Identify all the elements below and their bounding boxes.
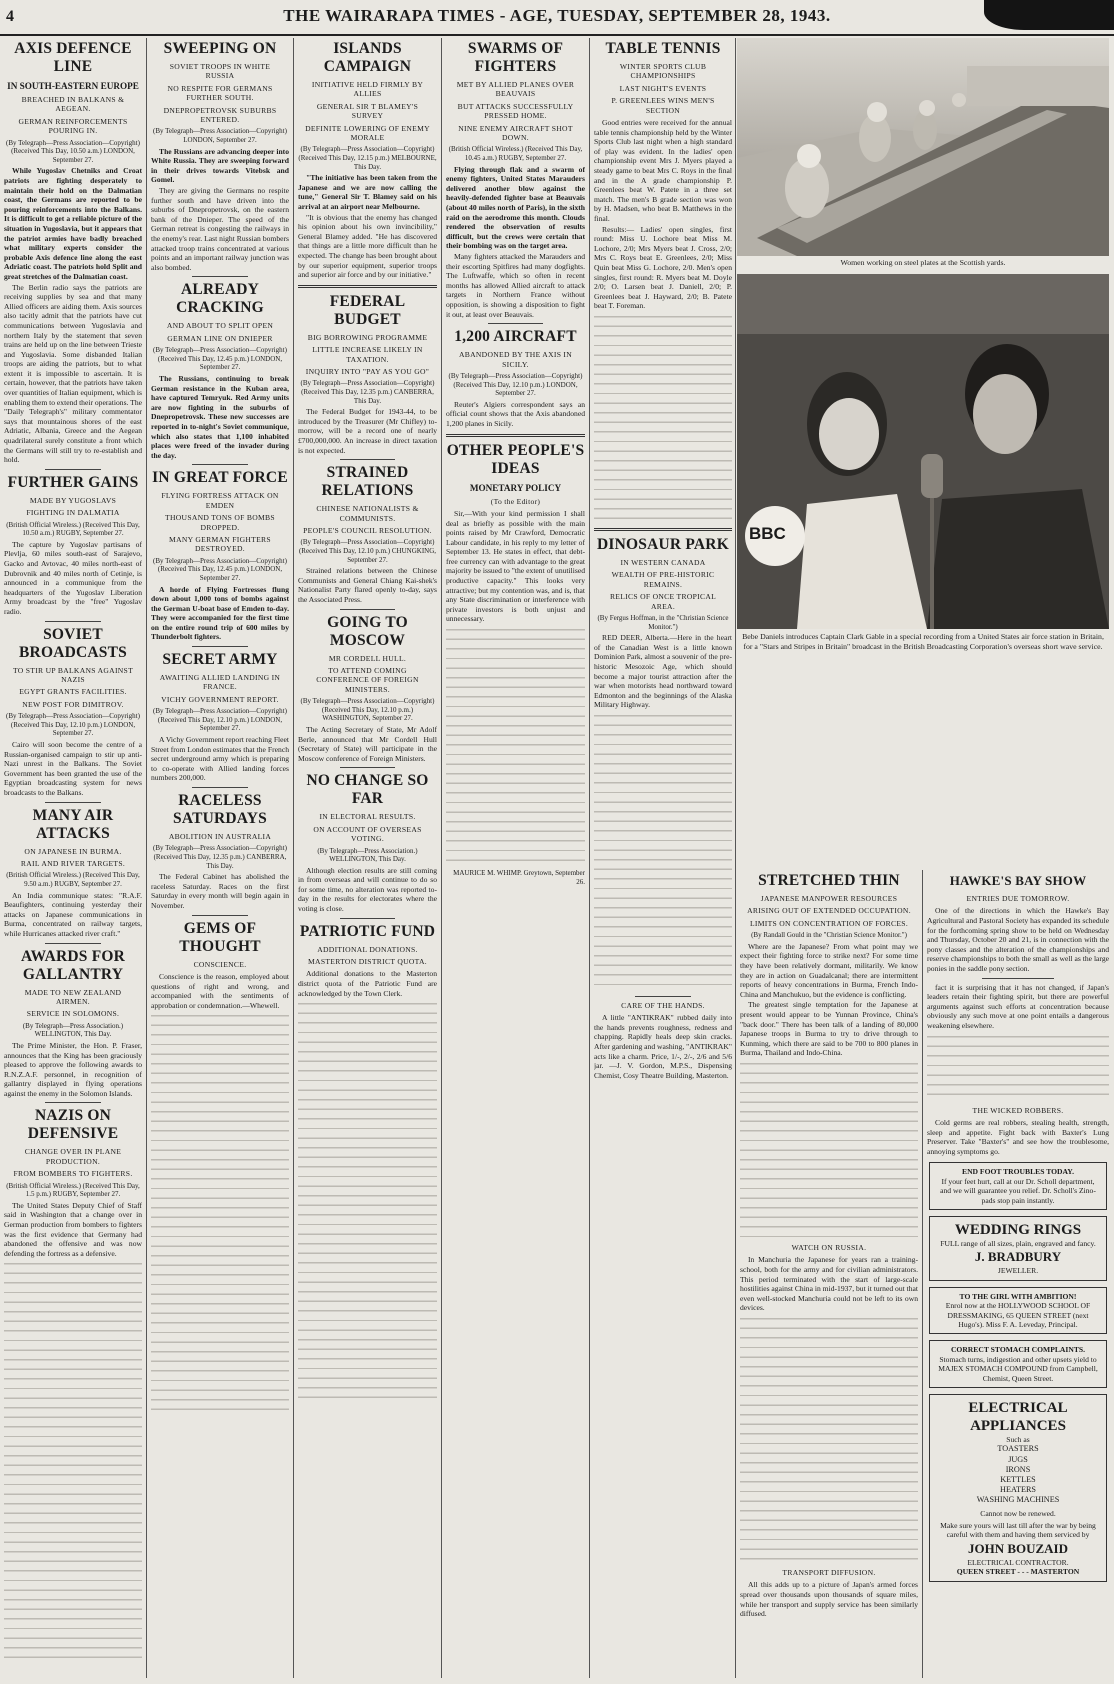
column-rule	[146, 38, 147, 1678]
headline: SWEEPING ON	[163, 40, 277, 57]
article-body: All this adds up to a picture of Japan's armed forces spread over thousands upon thousands of square miles, while her transport and supply service has been similarly diffused.	[740, 1580, 918, 1619]
advert-role: JEWELLER.	[997, 1266, 1039, 1276]
deck: BUT ATTACKS SUCCESSFULLY PRESSED HOME.	[457, 101, 574, 121]
deck: WINTER SPORTS CLUB CHAMPIONSHIPS	[619, 62, 707, 81]
headline: ISLANDS CAMPAIGN	[323, 40, 412, 75]
appliance-item: HEATERS	[1000, 1485, 1036, 1495]
deck: ADDITIONAL DONATIONS.	[317, 944, 418, 954]
article-body: The Prime Minister, the Hon. P. Fraser, announces that the King has been graciously pleased to approve the following awards to R.N.Z.A.F. personnel, in recognition of gallantry displayed in flying operations against the enemy in the Solomon Islands.	[4, 1040, 142, 1098]
deck: RELICS OF ONCE TROPICAL AREA.	[609, 592, 717, 611]
photo-caption: Bebe Daniels introduces Captain Clark Gable in a special recording from a United States air force station in Britain, for a "Stars and Stripes in Britain" broadcast in the British Broadcasting Corporation's overseas short wave service.	[742, 632, 1104, 651]
advert-wedding-rings	[929, 1216, 1107, 1281]
appliance-item: KETTLES	[1000, 1475, 1036, 1485]
dateline: (By Telegraph—Press Association.) WELLINGTON, This Day.	[317, 846, 418, 864]
headline: 1,200 AIRCRAFT	[454, 328, 577, 346]
text-continuation	[740, 1315, 918, 1565]
article-body: Strained relations between the Chinese Communists and General Chiang Kai-shek's Nationalist Party flared openly to-day, says the Associated Press.	[298, 566, 437, 604]
advert-note: Cannot now be renewed.	[980, 1508, 1056, 1518]
headline: HAWKE'S BAY SHOW	[949, 873, 1087, 888]
advert-electrical	[929, 1394, 1107, 1582]
headline: MANY AIR ATTACKS	[32, 806, 114, 842]
column-3	[298, 38, 437, 1678]
deck: MADE BY YUGOSLAVS	[29, 495, 117, 505]
separator	[982, 978, 1055, 979]
text-continuation	[446, 626, 585, 866]
column-4	[446, 38, 585, 1678]
article-body: Additional donations to the Masterton district quota of the Patriotic Fund are acknowledged by the Town Clerk.	[298, 969, 437, 998]
separator	[45, 1102, 100, 1103]
article-body: Sir,—With your kind permission I shall deal as briefly as possible with the main points raised by Mr Crawford, Democratic Labour candidate, in his reply to my letter of September 13. He states in effect, that debt-free currency can with advantage to the great majority be issued to "the extent of unutilised productive capacity." This looks very attractive; but my contention was, and is, that any State discrimination or interference with private investors is both unjust and unnecessary.	[446, 508, 585, 624]
deck: ABOLITION IN AUSTRALIA	[168, 832, 272, 842]
text-continuation	[927, 1033, 1109, 1103]
deck: SOVIET TROOPS IN WHITE RUSSIA	[169, 62, 271, 81]
deck: GENERAL SIR T BLAMEY'S SURVEY	[316, 101, 419, 121]
deck: BREACHED IN BALKANS & AEGEAN.	[21, 95, 125, 114]
deck: MR CORDELL HULL.	[328, 653, 407, 663]
subhead: WATCH ON RUSSIA.	[791, 1242, 867, 1252]
headline: OTHER PEOPLE'S IDEAS	[446, 441, 585, 477]
text-continuation	[594, 712, 732, 992]
headline: NAZIS ON DEFENSIVE	[27, 1107, 119, 1143]
subhead: TRANSPORT DIFFUSION.	[782, 1567, 876, 1577]
deck: ABANDONED BY THE AXIS IN SICILY.	[458, 350, 573, 369]
article-body: They are giving the Germans no respite further south and have driven into the suburbs of Dnepropetrovsk, on the eastern bank of the Dnieper. The speed of the German retreat is congesting the railways in the enemy's rear. Last night Russian bombers attacked troop trains concentrated at various points and an important railway junction was also bombed.	[151, 186, 289, 272]
headline: SECRET ARMY	[162, 651, 278, 669]
advert-title: CORRECT STOMACH COMPLAINTS.	[950, 1345, 1086, 1355]
deck: FROM BOMBERS TO FIGHTERS.	[13, 1169, 133, 1179]
headline: ALREADY CRACKING	[176, 281, 264, 317]
text-continuation	[298, 1000, 437, 1400]
dateline: (British Official Wireless.) (Received This Day, 9.50 a.m.) RUGBY, September 27.	[6, 871, 140, 888]
deck: INQUIRY INTO "PAY AS YOU GO"	[305, 366, 430, 376]
column-rule	[922, 870, 923, 1678]
photo-steel-workers	[737, 38, 1109, 256]
column-1	[4, 38, 142, 1678]
appliance-item: JUGS	[1008, 1454, 1028, 1464]
article-body: The Federal Cabinet has abolished the raceless Saturday. Races on the first Saturday in every month will begin again in November.	[151, 872, 289, 910]
advert-stomach	[929, 1340, 1107, 1388]
dateline: (By Randall Gould in the "Christian Science Monitor.")	[751, 931, 907, 940]
deck: CHANGE OVER IN PLANE PRODUCTION.	[24, 1147, 122, 1166]
deck: NINE ENEMY AIRCRAFT SHOT DOWN.	[458, 123, 573, 143]
column-rule	[589, 38, 590, 1678]
headline: RACELESS SATURDAYS	[173, 792, 267, 828]
separator	[488, 323, 544, 324]
separator	[340, 767, 396, 768]
separator	[45, 943, 100, 944]
article-lead: While Yugoslav Chetniks and Croat patriots are fighting desperately to maintain their hold on the Dalmatian coast, the Germans are reported to be pouring reinforcements into the Balkans. It is difficult to get a reliable picture of the situation in Yugoslavia, but it appears that the patriot armies have badly breached what military experts consider the probable Axis defence line along the east Adriatic coast. The patriots hold Split and great stretches of the Dalmatian coast.	[4, 166, 142, 281]
page-number: 4	[6, 8, 14, 25]
article-body: A little "ANTIKRAK" rubbed daily into the hands prevents roughness, redness and chapping. Rapidly heals deep skin cracks. After gardening and washing, "ANTIKRAK" acts like a charm. Price, 1/-, 2/-, 2/6 and 5/6 jar. —J. V. Gordon, M.P.S., Dispensing Chemist, Cosy Theatre Building, Masterton.	[594, 1013, 732, 1080]
bebe-daniels-photo	[737, 274, 1109, 629]
advert-foot-troubles	[929, 1162, 1107, 1210]
headline: GOING TO MOSCOW	[327, 613, 408, 649]
advert-role: ELECTRICAL CONTRACTOR.	[967, 1557, 1069, 1567]
article-lead: Where are the Japanese? From what point may we expect their fighting force to strike next? For some time they have been relatively dormant, militarily. We know they are in action on Guadalcanal; there are intermittent reports of heavy concentrations in Burma, French Indo-China and Manchukuo, but the evidence is conflicting.	[740, 941, 918, 999]
article-body: A Vichy Government report reaching Fleet Street from London estimates that the French secret underground army which is preparing to co-operate with Allied landing forces numbers 200,000.	[151, 735, 289, 783]
article-body: Conscience is the reason, employed about questions of right and wrong, and accompanied with the sentiments of approbation or condemnation.—Whewell.	[151, 972, 289, 1010]
subhead: THE WICKED ROBBERS.	[972, 1105, 1064, 1115]
separator	[298, 285, 437, 288]
article-body: Reuter's Algiers correspondent says an official count shows that the Axis abandoned 1,200 planes in Sicily.	[446, 399, 585, 428]
headline: STRETCHED THIN	[758, 872, 900, 889]
advert-sub: Such as	[1006, 1435, 1030, 1444]
separator	[192, 464, 247, 465]
photo-caption: Women working on steel plates at the Scottish yards.	[840, 258, 1006, 267]
headline: PATRIOTIC FUND	[299, 922, 436, 940]
advert-dressmaking	[929, 1287, 1107, 1335]
separator	[594, 528, 732, 531]
article-body: Cairo will soon become the centre of a Russian-organised campaign to stir up anti-Nazi unrest in the Balkans. The Soviet Government has been granted the use of the Egyptian broadcasting system for news broadcasts to the Balkans.	[4, 739, 142, 797]
article-body: The United States Deputy Chief of Staff said in Washington that a change over in German production from bombers to fighters was the first evidence that Germany had abandoned the offensive and was now defending the fortress as a defensive.	[4, 1200, 142, 1258]
headline: SWARMS OF FIGHTERS	[467, 40, 564, 75]
separator	[446, 434, 585, 437]
advert-title: WEDDING RINGS	[954, 1221, 1082, 1238]
deck: FLYING FORTRESS ATTACK ON EMDEN	[161, 491, 279, 510]
deck: THOUSAND TONS OF BOMBS DROPPED.	[165, 513, 275, 532]
headline: FURTHER GAINS	[7, 473, 139, 491]
article-body: The Russians, continuing to break German resistance in the Kuban area, have captured Temryuk. Red Army units are now fighting in the suburbs of Dnepropetrovsk. These new successes are reported in to-night's Soviet communique, which also states that 1,100 inhabited places were freed of the invader during the day.	[151, 373, 289, 460]
column-rule	[735, 38, 736, 1678]
article-body: The Berlin radio says the patriots are receiving supplies by sea and that many Allied officers are aiding them. Axis sources also tacitly admit that the patriots have cut communications between Yugoslavia and northern Italy by the statement that seven trains are held up on the line between Trieste and Yugoslavia. Some disbanded Italian troops are aiding the patriots, but to what extent it is impossible to ascertain. It is certain, however, that the patriots have taken over quantities of Italian equipment, which is enabling them to extend their operations. The "Daily Telegraph's" military commentator says that mountainous shores of the east Adriatic, Albania, Greece and the Aegean quadrilateral surely constitute a front which the Germans will still try to re-establish and hold.	[4, 282, 142, 465]
subheadline: MONETARY POLICY	[469, 482, 562, 493]
deck: EGYPT GRANTS FACILITIES.	[19, 687, 127, 697]
deck: TO ATTEND COMING CONFERENCE OF FOREIGN MINISTERS.	[316, 665, 419, 694]
deck: ARISING OUT OF EXTENDED OCCUPATION.	[747, 906, 911, 916]
separator	[192, 646, 247, 647]
column-5	[594, 38, 732, 1678]
separator	[192, 787, 247, 788]
separator	[340, 609, 396, 610]
headline: FEDERAL BUDGET	[329, 292, 406, 328]
deck: IN ELECTORAL RESULTS.	[319, 812, 416, 822]
advert-title: TO THE GIRL WITH AMBITION!	[959, 1291, 1077, 1301]
column-rule	[293, 38, 294, 1678]
deck: NEW POST FOR DIMITROV.	[22, 699, 124, 709]
letter-signoff: MAURICE M. WHIMP. Greytown, September 26.	[453, 869, 585, 886]
headline: GEMS OF THOUGHT	[179, 919, 261, 955]
deck: LIMITS ON CONCENTRATION OF FORCES.	[749, 918, 909, 928]
advert-body: If your feet hurt, call at our Dr. Scholl department, and we will guarantee you relief. Dr. Scholl's Zino-pads stop pain instantly.	[940, 1176, 1096, 1205]
advert-address: QUEEN STREET - - - MASTERTON	[956, 1567, 1080, 1577]
deck: VICHY GOVERNMENT REPORT.	[161, 694, 279, 704]
deck: CHINESE NATIONALISTS & COMMUNISTS.	[316, 504, 419, 523]
article-body: In Manchuria the Japanese for years ran a training-school, both for the army and for civilian administrators. This period terminated with the start of large-scale hostilities against China in mid-1937, but it turned out that even well-stocked Manchuria could not be left to its own devices.	[740, 1255, 918, 1313]
article-body: Cold germs are real robbers, stealing health, strength, sleep and appetite. Fight back with Baxter's Lung Preserver. Take "Baxter's" and see how the troublesome, annoying symptoms go.	[927, 1117, 1109, 1156]
deck: GERMAN LINE ON DNIEPER	[167, 333, 273, 343]
article-body: Results:— Ladies' open singles, first round: Miss U. Lochore beat Miss M. Lochore, 2/0; Mrs Myers beat J. Cross, 2/0; Mrs C. Roys beat E. Greenlees, 2/0; Miss Quin beat Miss G. Lochore, 2/0. Men's open singles, first round: R. Myers beat M. Doyle 2/0; O. Larsen beat J. Daniell, 2/0; P. Greenlees beat J. Hayward, 2/0; B. Patete beat T. Foreman.	[594, 224, 732, 311]
text-continuation	[4, 1260, 142, 1660]
separator	[45, 621, 100, 622]
deck: ON ACCOUNT OF OVERSEAS VOTING.	[313, 824, 422, 844]
headline: TABLE TENNIS	[605, 40, 721, 57]
dateline: (By Fergus Hoffman, in the "Christian Science Monitor.")	[597, 613, 729, 631]
deck: BIG BORROWING PROGRAMME	[307, 332, 428, 342]
deck: SERVICE IN SOLOMONS.	[26, 1009, 120, 1019]
article-lead: Good entries were received for the annual table tennis championship held by the Winter Sports Club last night when a high standard of play was evident. In the ladies' open championship event Mrs J. Myers played a steady game to beat Mrs C. Roys in the final and in the A grade championship P. Greenlees beat W. Patete in a three set match. The men's B grade section was won by H. Madsen, who beat B. Matthews in the final.	[594, 118, 732, 223]
dateline: (By Telegraph—Press Association.) WELLINGTON, This Day.	[22, 1021, 124, 1039]
deck: FIGHTING IN DALMATIA	[26, 508, 120, 518]
appliance-item: WASHING MACHINES	[976, 1495, 1060, 1505]
article-body: "It is obvious that the enemy has changed his opinion about his own invincibility," General Blamey added. "He has discovered that things are a little more difficult than he expected. The change has been brought about by our superior equipment, superior troops and superior air force and by our initiative."	[298, 212, 437, 280]
photo-bbc-recording	[737, 274, 1109, 629]
article-body: Although election results are still coming in from overseas and will continue to do so for some time, no alteration was reported to-day in the results for electorates where the voting is close.	[298, 865, 437, 914]
deck: WEALTH OF PRE-HISTORIC REMAINS.	[611, 570, 715, 589]
article-body: fact it is surprising that it has not changed, if Japan's leaders retain their fighting spirit, but there are powerful arguments against such efforts at concentration because obviously any such move at one point entails a dangerous weakening elsewhere.	[927, 982, 1109, 1030]
text-continuation	[740, 1060, 918, 1240]
dateline: (By Telegraph—Press Association—Copyright) (Received This Day, 12.45 p.m.) LONDON, September 27.	[153, 556, 287, 582]
dateline: (By Telegraph—Press Association—Copyright) (Received This Day, 12.10 p.m.) LONDON, September 27.	[153, 707, 287, 733]
appliance-item: TOASTERS	[997, 1444, 1039, 1454]
text-continuation	[594, 313, 732, 523]
deck: ENTRIES DUE TOMORROW.	[966, 894, 1070, 903]
headline: AWARDS FOR GALLANTRY	[20, 947, 126, 983]
advert-title: END FOOT TROUBLES TODAY.	[962, 1167, 1074, 1177]
dateline: (By Telegraph—Press Association—Copyright) (Received This Day, 10.50 a.m.) LONDON, September 27.	[6, 138, 140, 164]
deck: TO STIR UP BALKANS AGAINST NAZIS	[12, 665, 134, 684]
advert-body: Enrol now at the HOLLYWOOD SCHOOL OF DRESSMAKING, 65 QUEEN STREET (next Hugo's). Miss F. A. Leveday, Principal.	[945, 1301, 1091, 1329]
deck: AWAITING ALLIED LANDING IN FRANCE.	[159, 673, 281, 692]
separator	[340, 459, 396, 460]
deck: AND ABOUT TO SPLIT OPEN	[166, 321, 274, 331]
article-lead: The Russians are advancing deeper into White Russia. They are sweeping forward in their drives towards Vitebsk and Gomel.	[151, 146, 289, 185]
deck: (To the Editor)	[490, 496, 541, 506]
article-body: Many fighters attacked the Marauders and their escorting Spitfires had many dogfights. The Luftwaffe, which so often in recent months has allowed Allied aircraft to attack targets in Northern France without opposition, is showing a disposition to fight it out, at least over Beauvais.	[446, 251, 585, 319]
article-lead: Flying through flak and a swarm of enemy fighters, United States Marauders delivered another blow against the heavily-defended fighter base at Beauvais (about 40 miles north of Paris), in the sixth raid on the aerodrome this month. Clouds rendered the observation of results difficult, but the crews were certain that their bombing was on the target area.	[446, 164, 585, 251]
dateline: (By Telegraph—Press Association—Copyright) (Received This Day, 12.35 p.m.) CANBERRA, This Day.	[153, 844, 287, 870]
separator	[340, 918, 396, 919]
headline: DINOSAUR PARK	[597, 535, 729, 553]
deck: GERMAN REINFORCEMENTS POURING IN.	[18, 116, 128, 136]
dateline: (By Telegraph—Press Association—Copyright) LONDON, September 27.	[153, 127, 287, 145]
deck: DNEPROPETROVSK SUBURBS ENTERED.	[163, 105, 277, 125]
advert-name: JOHN BOUZAID	[967, 1540, 1069, 1556]
deck: P. GREENLEES WINS MEN'S SECTION	[611, 96, 715, 115]
article-body: The Federal Budget for 1943-44, to be introduced by the Treasurer (Mr Chifley) to-morrow, will be a record one of nearly £700,000,000. An increase in direct taxation is not expected.	[298, 407, 437, 455]
dateline: (By Telegraph—Press Association—Copyright) (Received This Day, 12.45 p.m.) LONDON, September 27.	[153, 346, 287, 372]
column-rule	[441, 38, 442, 1678]
article-body: An India communique states: "R.A.F. Beaufighters, continuing yesterday their attacks on Japanese communications in Burma, concentrated on railway targets, while Hurricanes attacked river craft."	[4, 890, 142, 938]
advert-body: Make sure yours will last till after the war by being careful with them and having them serviced by	[940, 1521, 1096, 1540]
separator	[192, 276, 247, 277]
deck: LITTLE INCREASE LIKELY IN TAXATION.	[312, 345, 423, 364]
advert-body: FULL range of all sizes, plain, engraved and fancy.	[940, 1238, 1096, 1248]
article-lead: "The initiative has been taken from the Japanese and we are now calling the tune," General Sir T. Blamey said on his arrival at an airport near Melbourne.	[298, 173, 437, 211]
deck: MET BY ALLIED PLANES OVER BEAUVAIS	[456, 80, 575, 99]
dateline: (British Official Wireless.) (Received This Day, 10.45 a.m.) RUGBY, September 27.	[448, 145, 583, 163]
deck: JAPANESE MANPOWER RESOURCES	[760, 894, 898, 903]
deck: RAIL AND RIVER TARGETS.	[20, 858, 126, 868]
advert-title: ELECTRICAL APPLIANCES	[968, 1400, 1068, 1434]
separator	[192, 915, 247, 916]
column-6	[740, 870, 918, 1678]
dateline: (British Official Wireless.) (Received This Day, 10.50 a.m.) RUGBY, September 27.	[6, 520, 140, 538]
column-7	[927, 870, 1109, 1678]
deck: PEOPLE'S COUNCIL RESOLUTION.	[303, 525, 432, 535]
headline: IN GREAT FORCE	[152, 469, 288, 487]
subheadline: IN SOUTH-EASTERN EUROPE	[7, 81, 139, 91]
separator	[635, 996, 690, 997]
deck: NO RESPITE FOR GERMANS FURTHER SOUTH.	[167, 83, 273, 103]
headline: NO CHANGE SO FAR	[306, 772, 429, 808]
article-body: The greatest single temptation for the Japanese at present would appear to be Yunnan Province, China's "back door." There has been talk of a landing of 80,000 Japanese troops in Burma to try to drive through to Kunming, which there are said to be 700 to 800 planes in Burma, Thailand and Indo-China.	[740, 1000, 918, 1058]
deck: DEFINITE LOWERING OF ENEMY MORALE	[305, 123, 430, 143]
article-body: The Acting Secretary of State, Mr Adolf Berle, announced that Mr Cordell Hull (Secretary of State) will participate in the Moscow conference of Foreign Ministers.	[298, 724, 437, 763]
deck: ON JAPANESE IN BURMA.	[24, 846, 122, 856]
headline: STRAINED RELATIONS	[321, 464, 414, 500]
deck: INITIATIVE HELD FIRMLY BY ALLIES	[311, 80, 424, 99]
deck: IN WESTERN CANADA	[620, 557, 706, 567]
steel-yard-photo	[737, 38, 1109, 256]
text-continuation	[151, 1012, 289, 1412]
article-body: RED DEER, Alberta.—Here in the heart of the Canadian West is a little known Dominion Park, almost a souvenir of the pre-historic Mesozoic Age, which should become a major tourist attraction after the war when motorists head northward toward Edmonton and the beginnings of the Alaska Military Highway.	[594, 633, 732, 710]
separator	[45, 802, 100, 803]
bbc-label: BBC	[749, 524, 786, 543]
newspaper-title: THE WAIRARAPA TIMES - AGE, TUESDAY, SEPTEMBER 28, 1943.	[283, 6, 831, 25]
separator	[45, 469, 100, 470]
masthead	[0, 0, 1114, 36]
dateline: (By Telegraph—Press Association—Copyright) (Received This Day, 12.15 p.m.) MELBOURNE, This Day.	[298, 145, 437, 171]
advert-name: J. BRADBURY	[974, 1249, 1062, 1265]
appliance-item: IRONS	[1005, 1464, 1031, 1474]
article-body: A horde of Flying Fortresses flung down about 1,000 tons of bombs against the German U-boat base of Emden to-day. They were accompanied for the first time on the entire round trip of 600 miles by Thunderbolt fighters.	[151, 584, 289, 642]
article-body: One of the directions in which the Hawke's Bay Agricultural and Pastoral Society has expanded its schedule for the forthcoming spring show to be held on Wednesday and Thursday, October 20 and 21, is in connection with the pony classes and the alteration of the championships and reserve championships to both the small as well as the large ponies in the saddle pony section.	[927, 906, 1109, 973]
deck: LAST NIGHT'S EVENTS	[619, 83, 707, 93]
deck: CARE OF THE HANDS.	[621, 1000, 705, 1010]
headline: SOVIET BROADCASTS	[19, 625, 127, 661]
dateline: (By Telegraph—Press Association—Copyright) (Received This Day, 12.10 p.m.) LONDON, September 27.	[448, 371, 583, 398]
dateline: (By Telegraph—Press Association—Copyright) (Received This Day, 12.10 p.m.) WASHINGTON, September 27.	[300, 697, 435, 723]
ink-blot	[984, 0, 1114, 30]
dateline: (British Official Wireless.) (Received This Day, 1.5 p.m.) RUGBY, September 27.	[6, 1181, 140, 1199]
dateline: (By Telegraph—Press Association—Copyright) (Received This Day, 12.10 p.m.) LONDON, September 27.	[6, 712, 140, 738]
headline: AXIS DEFENCE LINE	[14, 40, 132, 75]
article-body: The capture by Yugoslav partisans of Plevlja, 60 miles south-east of Sarajevo, Gacko and Avtovac, 40 miles north-east of Dubrovnik and 40 miles north of Cetinje, is announced in a communique from the headquarters of the Yugoslav Liberation Army broadcast by the "free" Yugoslav radio.	[4, 539, 142, 616]
deck: MADE TO NEW ZEALAND AIRMEN.	[24, 987, 122, 1006]
column-2	[151, 38, 289, 1678]
deck: MASTERTON DISTRICT QUOTA.	[307, 957, 427, 967]
deck: MANY GERMAN FIGHTERS DESTROYED.	[169, 534, 271, 554]
dateline: (By Telegraph—Press Association—Copyright) (Received This Day, 12.10 p.m.) CHUNGKING, September 27.	[298, 538, 437, 564]
deck: CONSCIENCE.	[193, 959, 247, 969]
advert-body: Stomach turns, indigestion and other upsets yield to MAJEX STOMACH COMPOUND from Campbell, Chemist, Queen Street.	[938, 1354, 1098, 1383]
dateline: (By Telegraph—Press Association—Copyright) (Received This Day, 12.35 p.m.) CANBERRA, This Day.	[300, 379, 435, 405]
